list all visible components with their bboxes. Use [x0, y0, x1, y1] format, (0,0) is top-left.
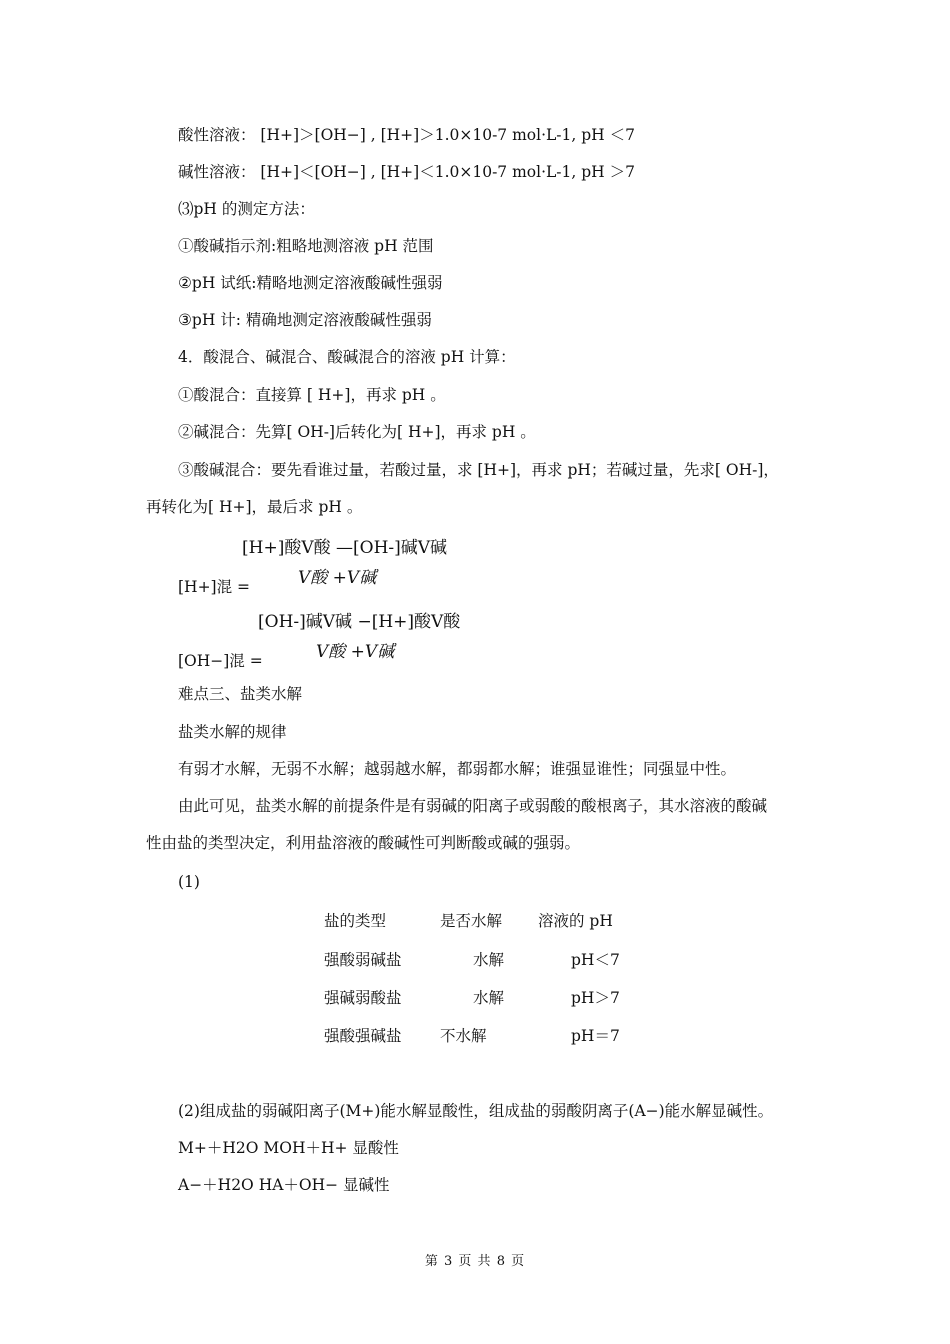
equation-1: M+＋H2O MOH＋H+ 显酸性	[178, 1139, 399, 1157]
table-cell: 水解	[473, 951, 505, 969]
calc-3a: ③酸碱混合：要先看谁过量，若酸过量，求 [H+]，再求 pH；若碱过量，先求[ OH-]，	[178, 461, 779, 479]
formula-1-numerator: [H+]酸V酸 —[OH-]碱V碱	[242, 538, 448, 558]
method-3: ③pH 计: 精确地测定溶液酸碱性强弱	[178, 311, 432, 329]
item-1-label: (1)	[178, 873, 200, 891]
paragraph-1b: 性由盐的类型决定，利用盐溶液的酸碱性可判断酸或碱的强弱。	[146, 834, 581, 852]
calc-3b: 再转化为[ H+]，最后求 pH 。	[146, 498, 363, 516]
method-2: ②pH 试纸:精略地测定溶液酸碱性强弱	[178, 274, 443, 292]
section-4-title: 4．酸混合、碱混合、酸碱混合的溶液 pH 计算：	[178, 348, 516, 366]
table-cell: 强碱弱酸盐	[324, 989, 402, 1007]
calc-2: ②碱混合：先算[ OH-]后转化为[ H+]，再求 pH 。	[178, 423, 536, 441]
paragraph-2: (2)组成盐的弱碱阳离子(M+)能水解显酸性，组成盐的弱酸阴离子(A−)能水解显碱性。	[178, 1102, 774, 1120]
ph-method-title: ⑶pH 的测定方法：	[178, 200, 315, 218]
table-header: 是否水解	[440, 912, 503, 930]
calc-1: ①酸混合：直接算 [ H+]，再求 pH 。	[178, 386, 446, 404]
rule-text: 有弱才水解，无弱不水解；越弱越水解，都弱都水解；谁强显谁性；同强显中性。	[178, 760, 737, 778]
page-footer: 第 3 页 共 8 页	[424, 1254, 526, 1269]
equation-2: A−＋H2O HA＋OH− 显碱性	[178, 1176, 390, 1194]
table-cell: 强酸弱碱盐	[324, 951, 402, 969]
table-header: 溶液的 pH	[538, 912, 613, 930]
table-cell: pH＝7	[571, 1027, 620, 1045]
table-cell: 不水解	[440, 1027, 487, 1045]
table-cell: pH＞7	[571, 989, 620, 1007]
method-1: ①酸碱指示剂:粗略地测溶液 pH 范围	[178, 237, 434, 255]
difficulty-3-title: 难点三、盐类水解	[178, 685, 303, 703]
rule-title: 盐类水解的规律	[178, 723, 287, 741]
table-header: 盐的类型	[324, 912, 387, 930]
formula-2-numerator: [OH-]碱V碱 −[H+]酸V酸	[258, 612, 461, 632]
formula-2-lhs: [OH−]混 =	[178, 652, 263, 670]
table-cell: 强酸强碱盐	[324, 1027, 402, 1045]
table-cell: 水解	[473, 989, 505, 1007]
acid-solution-line: 酸性溶液： [H+]＞[OH−] , [H+]＞1.0×10-7 mol·L-1, pH ＜7	[178, 126, 635, 144]
formula-1-denominator: V酸 +V碱	[298, 568, 377, 588]
formula-2-denominator: V酸 +V碱	[316, 642, 395, 662]
formula-1-lhs: [H+]混 =	[178, 578, 251, 596]
base-solution-line: 碱性溶液： [H+]＜[OH−] , [H+]＜1.0×10-7 mol·L-1, pH ＞7	[178, 163, 635, 181]
table-cell: pH＜7	[571, 951, 620, 969]
paragraph-1a: 由此可见，盐类水解的前提条件是有弱碱的阳离子或弱酸的酸根离子，其水溶液的酸碱	[178, 797, 768, 815]
